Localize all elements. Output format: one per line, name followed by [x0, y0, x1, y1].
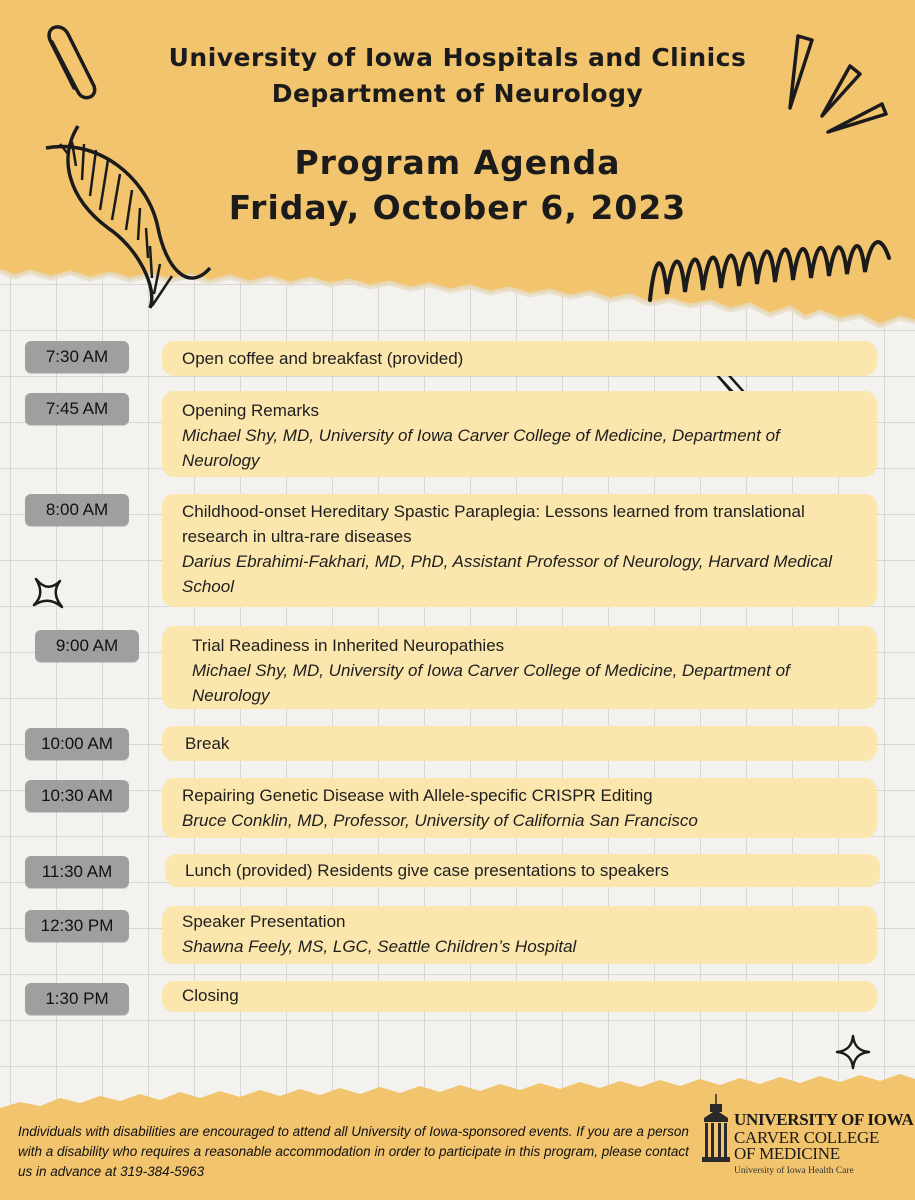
time-pill: 12:30 PM — [25, 910, 129, 942]
agenda-item — [162, 494, 877, 607]
agenda-item — [162, 906, 877, 964]
agenda-item — [162, 391, 877, 477]
agenda-item-title: Open coffee and breakfast (provided) — [182, 349, 464, 368]
agenda-item-title: Break — [185, 734, 230, 753]
logo-university: UNIVERSITY OF IOWA — [734, 1110, 914, 1129]
sparkle-icon — [30, 575, 66, 611]
accessibility-note: Individuals with disabilities are encouraged to attend all University of Iowa-sponsored events. If you are a person with a disability who requires a reasonable accommodation in order to participate in this program, please contact us in advance at 319-384-5963 — [18, 1124, 689, 1179]
time-pill: 8:00 AM — [25, 494, 129, 526]
sparkle-icon — [835, 1034, 871, 1070]
agenda-item-speaker: Michael Shy, MD, University of Iowa Carver College of Medicine, Department of Neurology — [182, 426, 780, 470]
time-pill: 11:30 AM — [25, 856, 129, 888]
agenda-item-title: Lunch (provided) Residents give case presentations to speakers — [185, 861, 669, 880]
agenda-date: Friday, October 6, 2023 — [228, 188, 687, 227]
agenda-item-speaker: Michael Shy, MD, University of Iowa Carver College of Medicine, Department of Neurology — [192, 661, 790, 705]
agenda-item — [162, 981, 877, 1012]
time-pill: 1:30 PM — [25, 983, 129, 1015]
department-name: Department of Neurology — [271, 79, 644, 108]
agenda-item-speaker: Bruce Conklin, MD, Professor, University of California San Francisco — [182, 811, 698, 830]
agenda-item-title: Opening Remarks — [182, 401, 320, 420]
agenda-item-title: Closing — [182, 986, 239, 1005]
agenda-heading — [0, 140, 915, 230]
agenda-item — [162, 726, 877, 761]
agenda-item — [162, 778, 877, 838]
agenda-item-title: Trial Readiness in Inherited Neuropathies — [192, 636, 505, 655]
time-pill: 9:00 AM — [35, 630, 139, 662]
zigzag-icon — [645, 232, 900, 312]
time-pill: 10:00 AM — [25, 728, 129, 760]
agenda-item-speaker: Darius Ebrahimi-Fakhari, MD, PhD, Assistant Professor of Neurology, Harvard Medical School — [182, 552, 832, 596]
agenda-item — [165, 854, 880, 887]
agenda-item-title: Childhood-onset Hereditary Spastic Paraplegia: Lessons learned from translational research in ultra-rare diseases — [182, 502, 805, 546]
logo-health-care: University of Iowa Health Care — [734, 1166, 854, 1176]
agenda-item — [162, 341, 877, 376]
time-pill: 10:30 AM — [25, 780, 129, 812]
logo-college: CARVER COLLEGE — [734, 1128, 880, 1147]
agenda-title: Program Agenda — [294, 143, 621, 182]
agenda-item-speaker: Shawna Feely, MS, LGC, Seattle Children’s Hospital — [182, 937, 577, 956]
agenda-item-title: Speaker Presentation — [182, 912, 346, 931]
institution-name: University of Iowa Hospitals and Clinics — [168, 43, 747, 72]
logo-medicine: OF MEDICINE — [734, 1144, 840, 1163]
time-pill: 7:45 AM — [25, 393, 129, 425]
agenda-item-title: Repairing Genetic Disease with Allele-specific CRISPR Editing — [182, 786, 653, 805]
header-block — [0, 40, 915, 112]
building-icon — [700, 1092, 732, 1172]
agenda-item — [162, 626, 877, 709]
time-pill: 7:30 AM — [25, 341, 129, 373]
carver-college-logo — [700, 1088, 914, 1183]
